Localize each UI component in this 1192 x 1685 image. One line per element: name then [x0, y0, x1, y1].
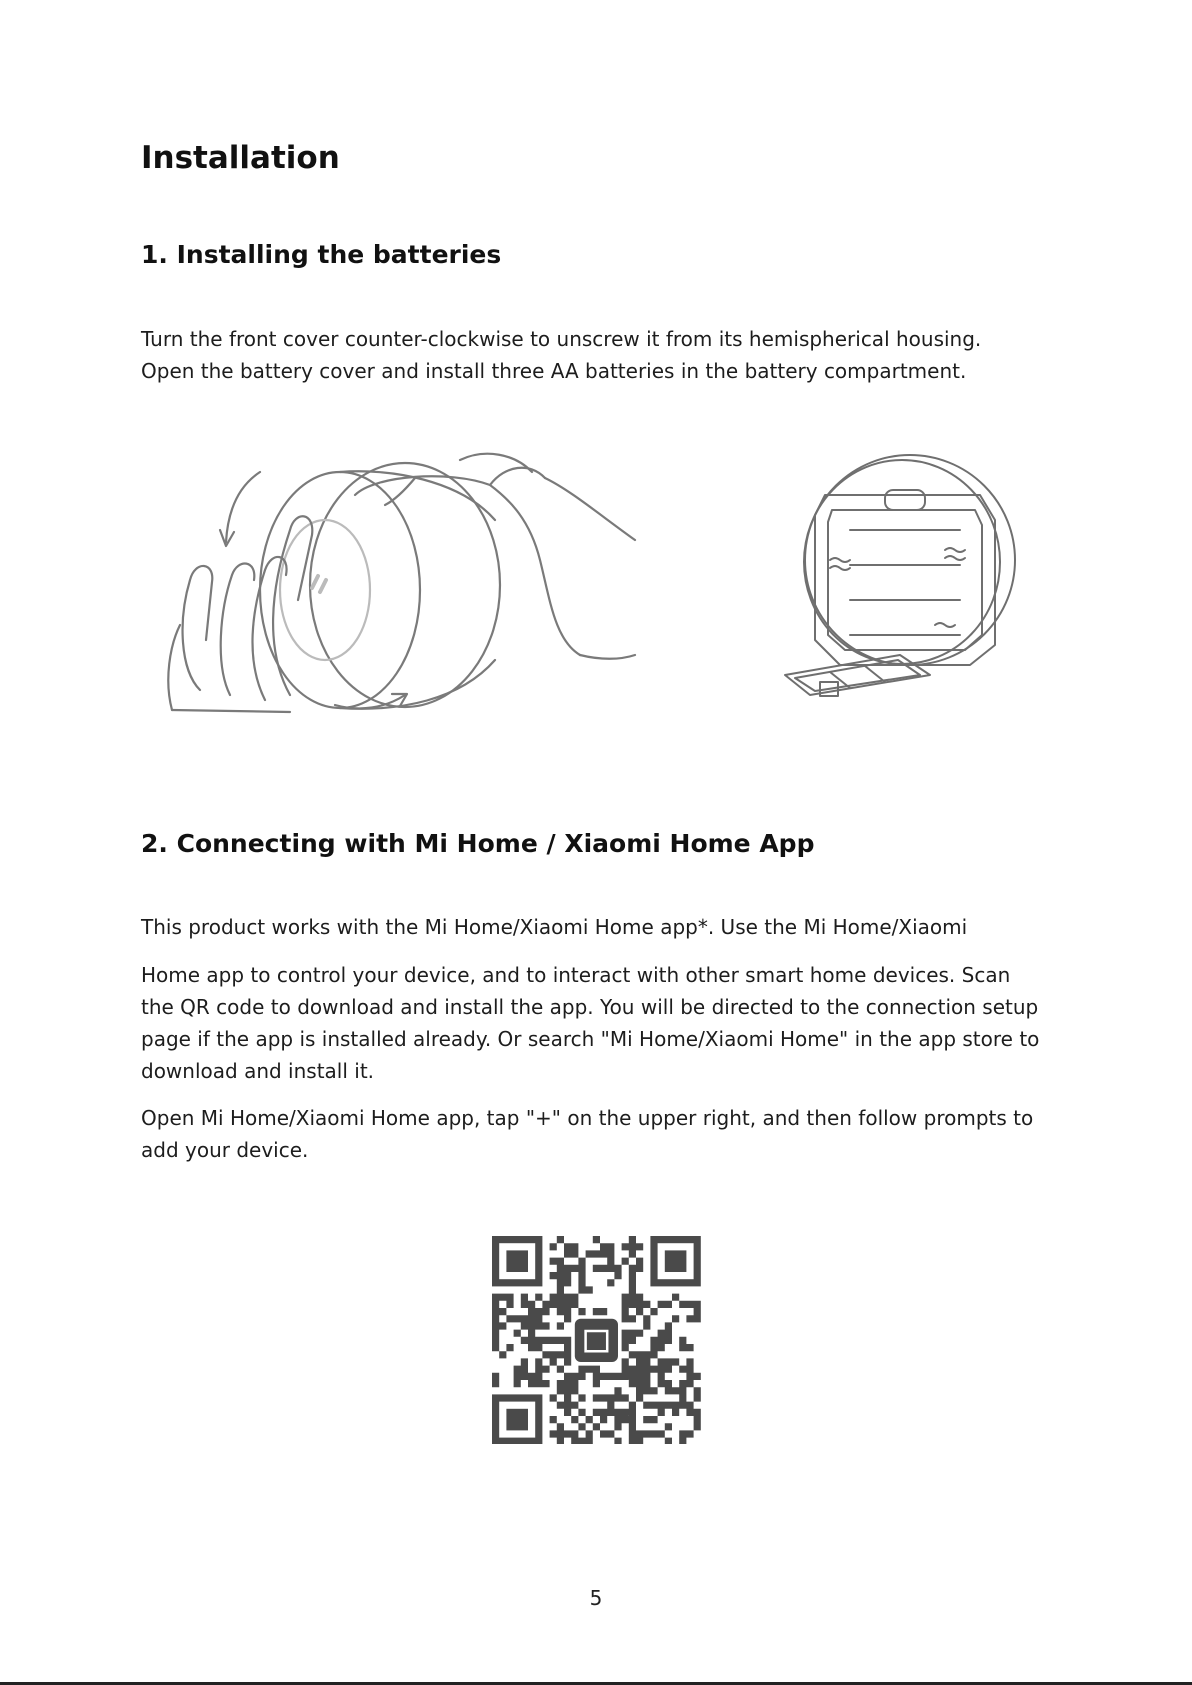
batteries-instructions: Turn the front cover counter-clockwise to unscrew it from its hemispherical housing. Open the battery cover and install three AA batteries in the battery compartment.: [141, 327, 982, 383]
hand-unscrewing-cover-icon: [160, 450, 640, 715]
battery-compartment-icon: [770, 450, 1030, 710]
qr-code-icon: [492, 1236, 702, 1444]
app-intro: This product works with the Mi Home/Xiaomi Home app*. Use the Mi Home/Xiaomi: [141, 915, 968, 939]
page-title: Installation: [141, 140, 340, 176]
section-heading-app: 2. Connecting with Mi Home / Xiaomi Home App: [141, 829, 815, 858]
section-heading-batteries: 1. Installing the batteries: [141, 240, 502, 269]
app-instructions: Home app to control your device, and to interact with other smart home devices. Scan the QR code to download and install the app. You will be directed to the connection setup page if the app is installed already. Or search "Mi Home/Xiaomi Home" in the app store to download and install it.: [141, 963, 1040, 1083]
page-number: 5: [589, 1586, 603, 1610]
add-device-instructions: Open Mi Home/Xiaomi Home app, tap "+" on the upper right, and then follow prompts to add your device.: [141, 1106, 1034, 1162]
